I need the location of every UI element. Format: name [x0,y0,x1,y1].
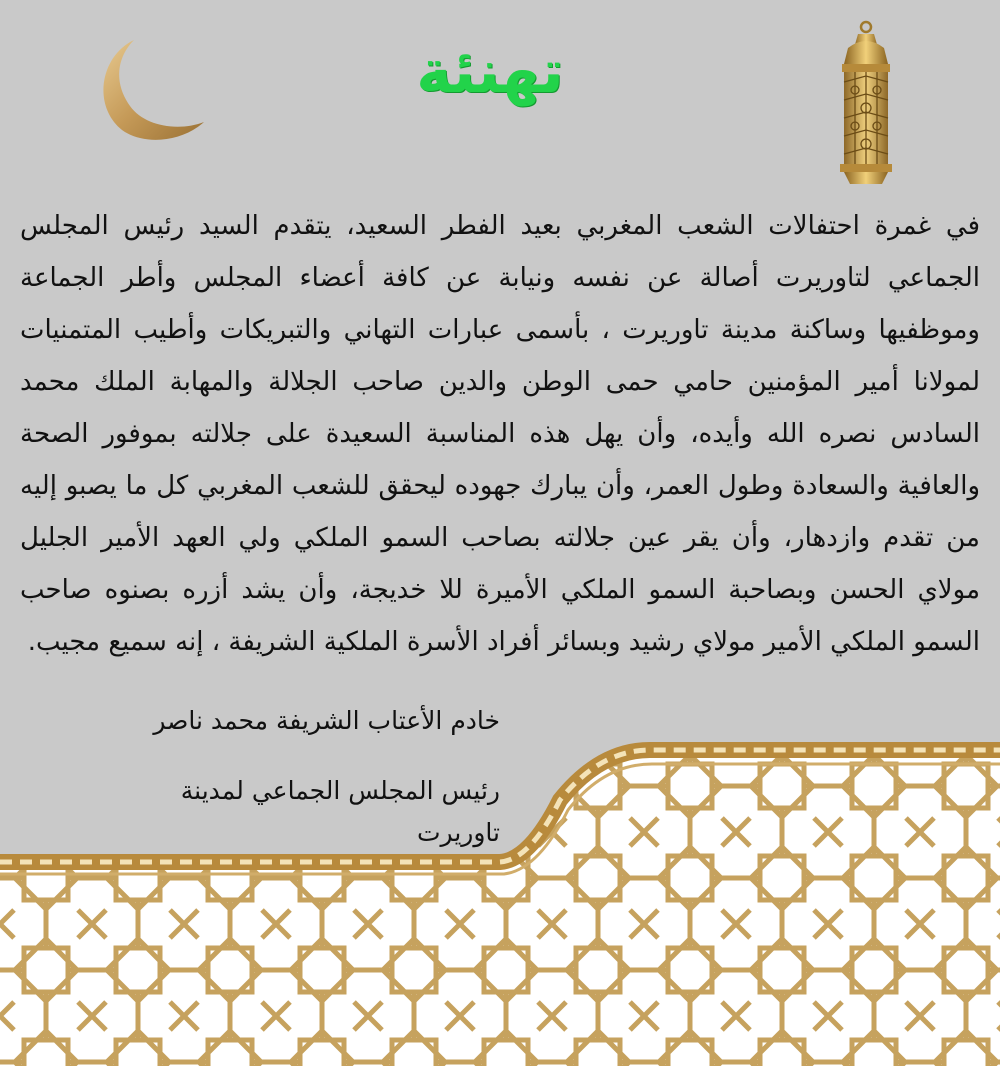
ramadan-lantern-icon [824,20,908,188]
greeting-message: في غمرة احتفالات الشعب المغربي بعيد الفطر السعيد، يتقدم السيد رئيس المجلس الجماعي لتاوريرت أصالة عن نفسه ونيابة عن كافة أعضاء المجلس وأطر الجماعة وموظفيها وساكنة مدينة تاوريرت ، بأسمى عبارات التهاني والتبريكات وأطيب المتمنيات لمولانا أمير المؤمنين حامي حمى الوطن والدين صاحب الجلالة والمهابة الملك محمد السادس نصره الله وأيده، وأن يهل هذه المناسبة السعيدة على جلالته بموفور الصحة والعافية والسعادة وطول العمر، وأن يبارك جهوده ليحقق للشعب المغربي كل ما يصبو إليه من تقدم وازدهار، وأن يقر عين جلالته بصاحب السمو الملكي ولي العهد الأمير الجليل مولاي الحسن وبصاحبة السمو الملكي الأميرة للا خديجة، وأن يشد أزره بصنوه صاحب السمو الملكي الأمير مولاي رشيد وبسائر أفراد الأسرة الملكية الشريفة ، إنه سميع مجيب. [20,211,980,657]
crescent-moon-icon [92,36,208,144]
page-title: تهنئة [416,37,564,107]
islamic-pattern-ornament [0,740,1000,1066]
signature-name: خادم الأعتاب الشريفة محمد ناصر [153,706,500,735]
signature-title: رئيس المجلس الجماعي لمدينة تاوريرت [180,776,500,847]
